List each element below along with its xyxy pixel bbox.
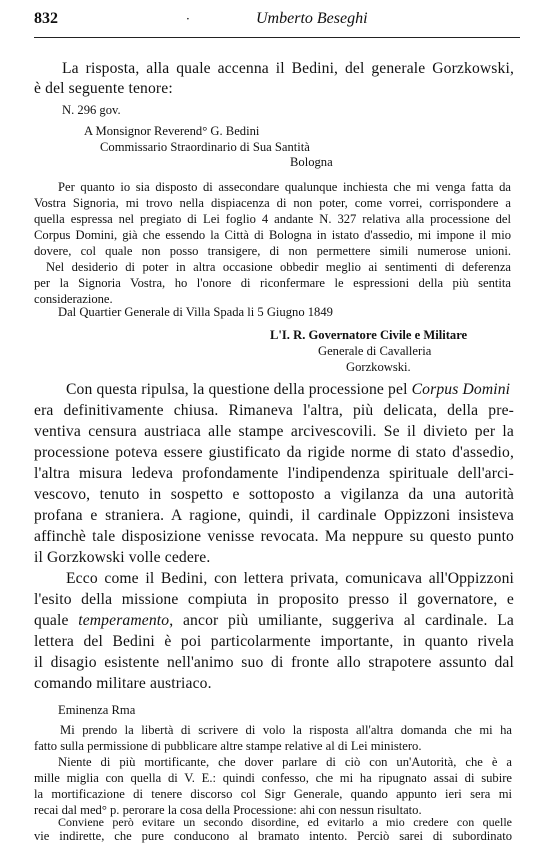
body-italic: Corpus Domini: [411, 381, 511, 398]
body-line: [34, 612, 514, 630]
body-line: affinchè tale disposizione venisse revocata. Ma neppure su questo punto: [34, 528, 514, 545]
body-line: comando militare austriaco.: [34, 675, 212, 692]
body-line: profana e straniera. A ragione, quindi, il cardinale Oppizzoni insisteva: [34, 507, 514, 524]
intro-line: è del seguente tenore:: [34, 80, 173, 97]
letter-number: N. 296 gov.: [62, 103, 121, 117]
letter-body-line: considerazione.: [34, 292, 113, 306]
body-text: Con questa ripulsa, la questione della processione pel: [66, 381, 412, 398]
body-line: l'altra misura ledeva profondamente l'indipendenza spirituale dell'arci-: [34, 465, 514, 482]
body-line: il disagio esistente nell'animo suo di fronte allo strapotere assunto dal: [34, 654, 514, 671]
letter-body-line: per la Signoria Vostra, ho l'onore di riconfermare le espressioni della più sentita: [34, 276, 511, 290]
letter-body-line: quella espressa nel pregiato di Lei foglio 4 andante N. 327 relativa alla processione del: [34, 212, 511, 226]
header-rule: [34, 37, 520, 38]
letter-body-line: vie indirette, che pure conducono al bramato intento. Perciò sarei di subordinato: [34, 829, 512, 843]
intro-line: La risposta, alla quale accenna il Bedini, del generale Gorzkowski,: [62, 60, 514, 77]
letter-body-line: Niente di più mortificante, che dover parlare di ciò con un'Autorità, che è a: [58, 755, 512, 769]
body-text: quale: [34, 612, 79, 629]
body-line: vescovo, tenuto in sospetto e sottoposto a vigilanza da una autorità: [34, 486, 514, 503]
body-line: [66, 381, 510, 399]
salutation: Eminenza Rma: [58, 703, 136, 717]
letter-body-line: mille miglia con quella di V. E.: quindi confesso, che mi ha ripugnato assai di subire: [34, 771, 512, 785]
letter-date-line: Dal Quartier Generale di Villa Spada li 5 Giugno 1849: [58, 305, 333, 319]
signature-line: Generale di Cavalleria: [318, 344, 432, 358]
letter-body-line: Corpus Domini, già che essendo la Città di Bologna in istato d'assedio, mi impone il mio: [34, 228, 511, 242]
body-italic: temperamento: [78, 612, 170, 629]
body-line: processione poteva essere giustificato da rigide norme di stato d'assedio,: [34, 444, 514, 461]
letter-body-line: Nel desiderio di poter in altra occasione obbedir meglio ai sentimenti di deferenza: [46, 260, 511, 274]
body-line: il Gorzkowski volle cedere.: [34, 549, 211, 566]
signature-line: [270, 328, 467, 343]
signature-line: Gorzkowski.: [346, 360, 411, 374]
letter-body-line: Per quanto io sia disposto di assecondare qualunque inchiesta che mi venga fatta da: [58, 180, 511, 194]
body-line: era definitivamente chiusa. Rimaneva l'altra, più delicata, della pre-: [34, 402, 514, 419]
running-header: [34, 10, 520, 36]
letter-body-line: Conviene però evitare un secondo disordine, ed evitarlo a mio credere con quelle: [58, 815, 512, 829]
letter-address-line: Bologna: [290, 155, 333, 169]
letter-address-line: A Monsignor Reverend° G. Bedini: [84, 124, 260, 138]
body-line: Ecco come il Bedini, con lettera privata, comunicava all'Oppizzoni: [66, 570, 514, 587]
letter-body-line: fatto sulla permissione di pubblicare altre stampe relative al di Lei ministero.: [34, 739, 422, 753]
letter-body-line: dovere, col quale non posso transigere, di non permettere simili numerose unioni.: [34, 244, 511, 258]
letter-address-line: Commissario Straordinario di Sua Santità: [100, 140, 310, 154]
running-title: Umberto Beseghi: [256, 10, 368, 27]
body-line: lettera del Bedini è poi particolarmente importante, in quanto rivela: [34, 633, 514, 650]
letter-body-line: la mortificazione di tenere discorso col Sigr Generale, quando appunto ieri sera mi: [34, 787, 512, 801]
body-line: ventiva censura austriaca alle stampe arcivescovili. Se il divieto per la: [34, 423, 514, 440]
page-number: 832: [34, 10, 58, 27]
body-text: , ancor più umiliante, suggeriva al cardinale. La: [169, 612, 514, 629]
body-line: l'esito della missione compiuta in proposito presso il governatore, e: [34, 591, 514, 608]
signature-title: L'I. R. Governatore Civile e Militare: [270, 328, 468, 342]
header-dot: ·: [186, 12, 190, 26]
letter-body-line: Mi prendo la libertà di scrivere di volo la risposta all'altra domanda che mi ha: [60, 723, 512, 737]
letter-body-line: recai dal med° p. perorare la cosa della Processione: ahi con nessun risultato.: [34, 803, 422, 817]
letter-body-line: Vostra Signoria, mi trovo nella dispiacenza di non poter, come vorrei, corrispondere a: [34, 196, 511, 210]
